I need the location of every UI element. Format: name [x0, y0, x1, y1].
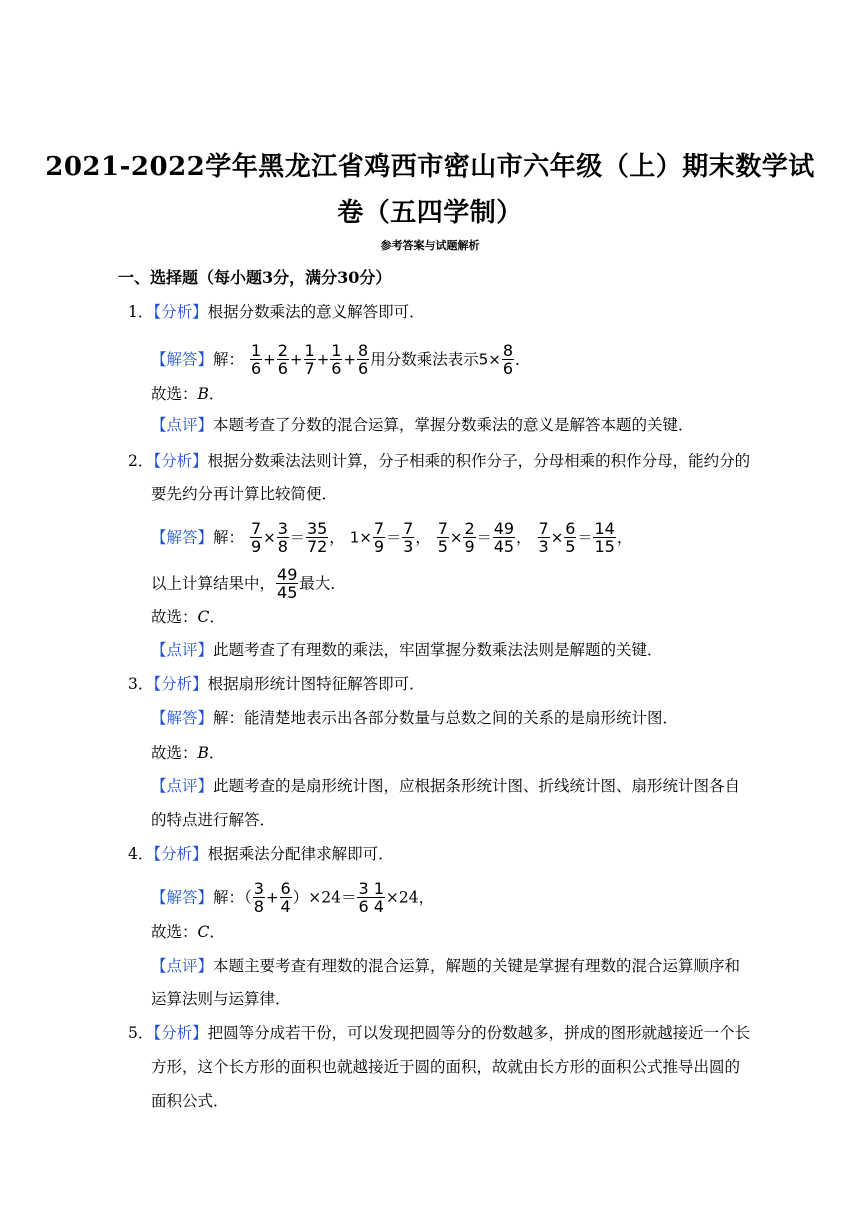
q2-e1-result: $\frac{35}{72}$	[306, 519, 328, 556]
analysis-tag: 【分析】	[153, 675, 208, 693]
q2-e3-result: $\frac{49}{45}$	[493, 519, 515, 556]
answer-tag: 【解答】	[151, 888, 214, 907]
q2-result-fraction: $\frac{49}{45}$	[277, 565, 298, 602]
period: ．	[209, 923, 225, 941]
q5-analysis-line2: 方形，这个长方形的面积也就越接近于圆的面积，故就由长方形的面积公式推导出圆的	[151, 1058, 741, 1076]
answer-tag: 【解答】	[151, 709, 214, 727]
answer-tag: 【解答】	[151, 350, 214, 369]
times-sign: ×	[449, 528, 463, 547]
q1-result-fraction: $\frac{8}{6}$	[502, 341, 514, 378]
q2-e2-result: $\frac{7}{3}$	[403, 519, 414, 556]
plus-sign: +	[343, 350, 357, 369]
choice-prefix: 故选：	[151, 744, 198, 762]
answer-tag: 【解答】	[151, 528, 214, 547]
period: ．	[208, 744, 225, 762]
q2-e1-a: $\frac{7}{9}$	[250, 519, 262, 556]
q1-analysis	[128, 302, 425, 322]
analysis-tag: 【分析】	[153, 303, 208, 321]
q4-analysis	[128, 844, 394, 864]
q2-analysis-text: 根据分数乘法法则计算，分子相乘的积作分子，分母相乘的积作分母，能约分的	[207, 452, 751, 470]
equals-sign: ＝	[577, 528, 593, 547]
q2-number: 2．	[128, 452, 154, 470]
q2-e2-a: $\frac{7}{9}$	[373, 519, 385, 556]
q2-e3-a: $\frac{7}{5}$	[437, 519, 448, 556]
q3-analysis-text: 根据扇形统计图特征解答即可．	[207, 675, 425, 693]
section-heading: 一、选择题（每小题3分，满分30分）	[118, 268, 392, 287]
q1-number: 1．	[128, 303, 154, 321]
q4-number: 4．	[128, 845, 154, 863]
period: ．	[208, 385, 225, 403]
separator: ，	[516, 528, 532, 547]
q4-answer	[151, 880, 434, 915]
equals-sign: ＝	[386, 528, 402, 547]
q1-mid-text: 用分数乘法表示	[370, 350, 479, 369]
analysis-tag: 【分析】	[153, 845, 208, 863]
comment-tag: 【点评】	[151, 957, 214, 975]
choice-letter: C	[197, 923, 210, 941]
q2-analysis-line2: 要先约分再计算比较简便．	[151, 485, 338, 503]
q2-analysis-line1	[128, 451, 750, 471]
q2-e4-b: $\frac{6}{5}$	[565, 519, 576, 556]
choice-letter: C	[197, 608, 210, 626]
q4-fraction-b: $\frac{6}{4}$	[280, 879, 291, 916]
q1-analysis-text: 根据分数乘法的意义解答即可．	[207, 303, 425, 321]
q2-comment-text: 此题考查了有理数的乘法，牢固掌握分数乘法法则是解题的关键．	[213, 641, 663, 659]
q3-comment-line2: 的特点进行解答．	[151, 811, 276, 829]
plus-sign: +	[316, 350, 330, 369]
q2-e1-b: $\frac{3}{8}$	[277, 519, 288, 556]
q1-answer-prefix: 解：	[213, 350, 245, 369]
q3-choice	[151, 743, 224, 763]
q5-analysis-line1	[128, 1023, 750, 1043]
q2-e2-lead: 1×	[349, 528, 372, 547]
period: ．	[515, 350, 531, 369]
q1-choice	[151, 384, 224, 404]
q3-analysis	[128, 674, 425, 694]
comment-tag: 【点评】	[151, 641, 214, 659]
separator: ，	[329, 528, 345, 547]
q3-number: 3．	[128, 675, 154, 693]
q1-fraction-2: $\frac{2}{6}$	[277, 341, 288, 378]
comment-tag: 【点评】	[151, 777, 214, 795]
q1-fraction-5: $\frac{8}{6}$	[358, 341, 369, 378]
q2-choice	[151, 607, 225, 627]
q4-comment-text: 本题主要考查有理数的混合运算，解题的关键是掌握有理数的混合运算顺序和	[213, 957, 741, 975]
q4-answer-prefix: 解：（	[213, 888, 252, 907]
q3-answer	[151, 708, 678, 728]
separator: ，	[415, 528, 431, 547]
q2-e4-result: $\frac{14}{15}$	[594, 519, 615, 556]
q4-fraction-c: $\frac{3 1}{6 4}$	[358, 879, 384, 916]
analysis-tag: 【分析】	[153, 452, 208, 470]
q4-choice	[151, 922, 225, 942]
times-sign: ×	[550, 528, 564, 547]
comment-tag: 【点评】	[151, 416, 214, 434]
q1-fraction-1: $\frac{1}{6}$	[250, 341, 262, 378]
q1-fraction-4: $\frac{1}{6}$	[331, 341, 342, 378]
q4-comment-line2: 运算法则与运算律．	[151, 990, 291, 1008]
separator: ，	[616, 528, 633, 547]
q4-mid-expr: ）×24＝	[292, 888, 357, 907]
q4-fraction-a: $\frac{3}{8}$	[253, 879, 264, 916]
q1-expr: 5×	[478, 350, 501, 369]
q2-answer-prefix: 解：	[213, 528, 245, 547]
q4-analysis-text: 根据乘法分配律求解即可．	[207, 845, 394, 863]
plus-sign: +	[265, 888, 279, 907]
document-subtitle: 参考答案与试题解析	[380, 239, 480, 252]
q5-number: 5．	[128, 1024, 154, 1042]
q1-fraction-3: $\frac{1}{7}$	[304, 341, 315, 378]
q2-result-prefix: 以上计算结果中，	[151, 574, 276, 593]
q2-answer	[151, 520, 632, 555]
equals-sign: ＝	[289, 528, 305, 547]
choice-prefix: 故选：	[151, 385, 198, 403]
document-title-line2: 卷（五四学制）	[337, 198, 523, 228]
choice-letter: B	[197, 385, 209, 403]
q3-answer-text: 解：能清楚地表示出各部分数量与总数之间的关系的是扇形统计图．	[213, 709, 679, 727]
q1-answer	[151, 342, 531, 377]
q5-analysis-text: 把圆等分成若干份，可以发现把圆等分的份数越多，拼成的图形就越接近一个长	[207, 1024, 751, 1042]
choice-prefix: 故选：	[151, 923, 198, 941]
equals-sign: ＝	[476, 528, 492, 547]
q3-comment-text: 此题考查的是扇形统计图，应根据条形统计图、折线统计图、扇形统计图各自	[213, 777, 741, 795]
q2-e3-b: $\frac{2}{9}$	[464, 519, 475, 556]
plus-sign: +	[289, 350, 303, 369]
q2-e4-a: $\frac{7}{3}$	[538, 519, 549, 556]
q1-comment-text: 本题考查了分数的混合运算，掌握分数乘法的意义是解答本题的关键．	[213, 416, 694, 434]
choice-letter: B	[197, 744, 209, 762]
q5-analysis-line3: 面积公式．	[151, 1092, 229, 1110]
q2-result-suffix: 最大．	[299, 574, 346, 593]
q4-tail-expr: ×24，	[385, 888, 435, 907]
times-sign: ×	[263, 528, 276, 547]
q3-comment-line1	[151, 776, 740, 796]
choice-prefix: 故选：	[151, 608, 198, 626]
document-title-line1: 2021-2022学年黑龙江省鸡西市密山市六年级（上）期末数学试	[45, 152, 815, 182]
q4-comment-line1	[151, 956, 740, 976]
plus-sign: +	[263, 350, 276, 369]
q1-comment	[151, 415, 694, 435]
period: ．	[209, 608, 225, 626]
analysis-tag: 【分析】	[153, 1024, 208, 1042]
q2-result	[151, 566, 346, 601]
q2-comment	[151, 640, 663, 660]
